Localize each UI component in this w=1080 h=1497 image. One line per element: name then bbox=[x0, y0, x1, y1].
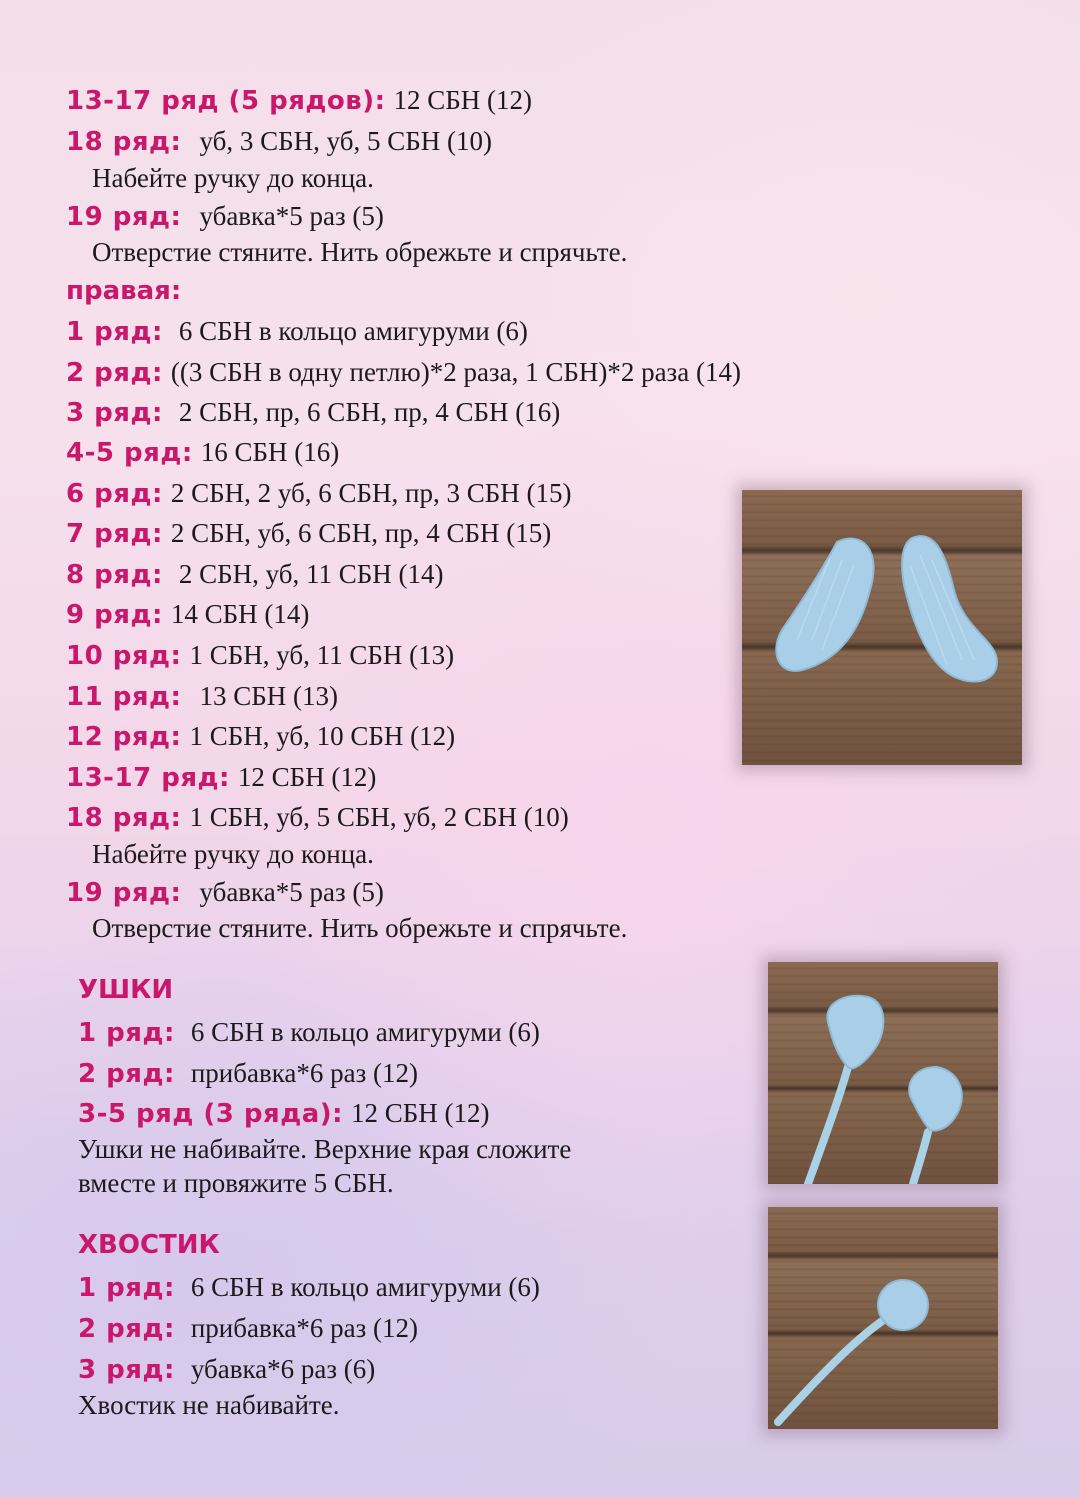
row-label: 3 ряд: bbox=[66, 398, 163, 428]
row-label: 18 ряд: bbox=[66, 127, 182, 157]
row-text: уб, 3 СБН, уб, 5 СБН (10) bbox=[199, 126, 492, 156]
row-label: 13-17 ряд (5 рядов): bbox=[66, 86, 386, 116]
section-heading-right: правая: bbox=[66, 276, 182, 306]
row bbox=[78, 1352, 375, 1387]
row-13-17 bbox=[66, 83, 532, 118]
row-label: 19 ряд: bbox=[66, 202, 182, 232]
note-close: Отверстие стяните. Нить обрежьте и спрячьте. bbox=[92, 237, 628, 267]
row bbox=[66, 638, 454, 673]
row bbox=[66, 516, 551, 551]
row-text: 14 СБН (14) bbox=[170, 599, 310, 629]
row-label: 2 ряд: bbox=[66, 358, 163, 388]
crochet-tail-image bbox=[768, 1207, 998, 1429]
row-label: 2 ряд: bbox=[78, 1059, 175, 1089]
row bbox=[66, 597, 309, 632]
row bbox=[66, 557, 443, 592]
row-text: убавка*6 раз (6) bbox=[190, 1354, 376, 1384]
row-label: 7 ряд: bbox=[66, 519, 163, 549]
row-text: 16 СБН (16) bbox=[200, 437, 340, 467]
row bbox=[78, 1056, 418, 1091]
row bbox=[66, 875, 384, 910]
row-text: 12 СБН (12) bbox=[237, 762, 377, 792]
row-label: 3-5 ряд (3 ряда): bbox=[78, 1099, 344, 1129]
row-text: 2 СБН, уб, 11 СБН (14) bbox=[178, 559, 444, 589]
row-label: 1 ряд: bbox=[66, 317, 163, 347]
row-text: 6 СБН в кольцо амигуруми (6) bbox=[190, 1272, 540, 1302]
note-stuff: Набейте ручку до конца. bbox=[92, 839, 374, 869]
ears-note-line-2: вместе и провяжите 5 СБН. bbox=[78, 1168, 394, 1198]
ears-photo bbox=[768, 962, 998, 1184]
arms-photo bbox=[742, 490, 1022, 765]
row-label: 1 ряд: bbox=[78, 1018, 175, 1048]
row-text: 2 СБН, пр, 6 СБН, пр, 4 СБН (16) bbox=[178, 397, 561, 427]
row-text: 12 СБН (12) bbox=[351, 1098, 490, 1128]
row bbox=[66, 435, 339, 470]
row-text: 1 СБН, уб, 11 СБН (13) bbox=[189, 640, 455, 670]
row-label: 4-5 ряд: bbox=[66, 438, 193, 468]
row-label: 19 ряд: bbox=[66, 878, 182, 908]
row-label: 13-17 ряд: bbox=[66, 763, 230, 793]
crochet-arms-image bbox=[742, 490, 1022, 765]
note-stuff: Набейте ручку до конца. bbox=[92, 163, 374, 193]
row-label: 3 ряд: bbox=[78, 1355, 175, 1385]
row bbox=[66, 800, 569, 835]
row-text: 6 СБН в кольцо амигуруми (6) bbox=[190, 1017, 540, 1047]
row bbox=[78, 1015, 540, 1050]
section-heading-ears: УШКИ bbox=[78, 975, 174, 1005]
row-text: 2 СБН, уб, 6 СБН, пр, 4 СБН (15) bbox=[170, 518, 552, 548]
tail-photo bbox=[768, 1207, 998, 1429]
row-label: 10 ряд: bbox=[66, 641, 182, 671]
row bbox=[66, 314, 528, 349]
row-label: 6 ряд: bbox=[66, 479, 163, 509]
row bbox=[78, 1311, 418, 1346]
ears-note-line-1: Ушки не набивайте. Верхние края сложите bbox=[78, 1134, 572, 1164]
row bbox=[78, 1270, 540, 1305]
row-label: 11 ряд: bbox=[66, 682, 182, 712]
section-heading-tail: ХВОСТИК bbox=[78, 1230, 220, 1260]
row bbox=[66, 355, 741, 390]
row-19 bbox=[66, 199, 384, 234]
row-text: убавка*5 раз (5) bbox=[199, 201, 384, 231]
crochet-ears-image bbox=[768, 962, 998, 1184]
row bbox=[66, 395, 560, 430]
row-text: 2 СБН, 2 уб, 6 СБН, пр, 3 СБН (15) bbox=[170, 478, 572, 508]
row bbox=[66, 476, 571, 511]
row-text: прибавка*6 раз (12) bbox=[190, 1058, 419, 1088]
row-text: 12 СБН (12) bbox=[393, 85, 532, 115]
row bbox=[78, 1096, 490, 1131]
row bbox=[66, 760, 376, 795]
row-text: прибавка*6 раз (12) bbox=[190, 1313, 419, 1343]
note-close: Отверстие стяните. Нить обрежьте и спрячьте. bbox=[92, 913, 628, 943]
row-text: ((3 СБН в одну петлю)*2 раза, 1 СБН)*2 раза (14) bbox=[170, 357, 741, 387]
row-text: 1 СБН, уб, 5 СБН, уб, 2 СБН (10) bbox=[189, 802, 569, 832]
row-text: 13 СБН (13) bbox=[199, 681, 338, 711]
row-18 bbox=[66, 124, 492, 159]
row-label: 12 ряд: bbox=[66, 722, 182, 752]
row-label: 2 ряд: bbox=[78, 1314, 175, 1344]
row-label: 9 ряд: bbox=[66, 600, 163, 630]
tail-note: Хвостик не набивайте. bbox=[78, 1390, 340, 1420]
row-label: 8 ряд: bbox=[66, 560, 163, 590]
row-label: 18 ряд: bbox=[66, 803, 182, 833]
row bbox=[66, 719, 455, 754]
row-label: 1 ряд: bbox=[78, 1273, 175, 1303]
row-text: убавка*5 раз (5) bbox=[199, 877, 384, 907]
row-text: 1 СБН, уб, 10 СБН (12) bbox=[189, 721, 456, 751]
row-text: 6 СБН в кольцо амигуруми (6) bbox=[178, 316, 528, 346]
row bbox=[66, 679, 338, 714]
